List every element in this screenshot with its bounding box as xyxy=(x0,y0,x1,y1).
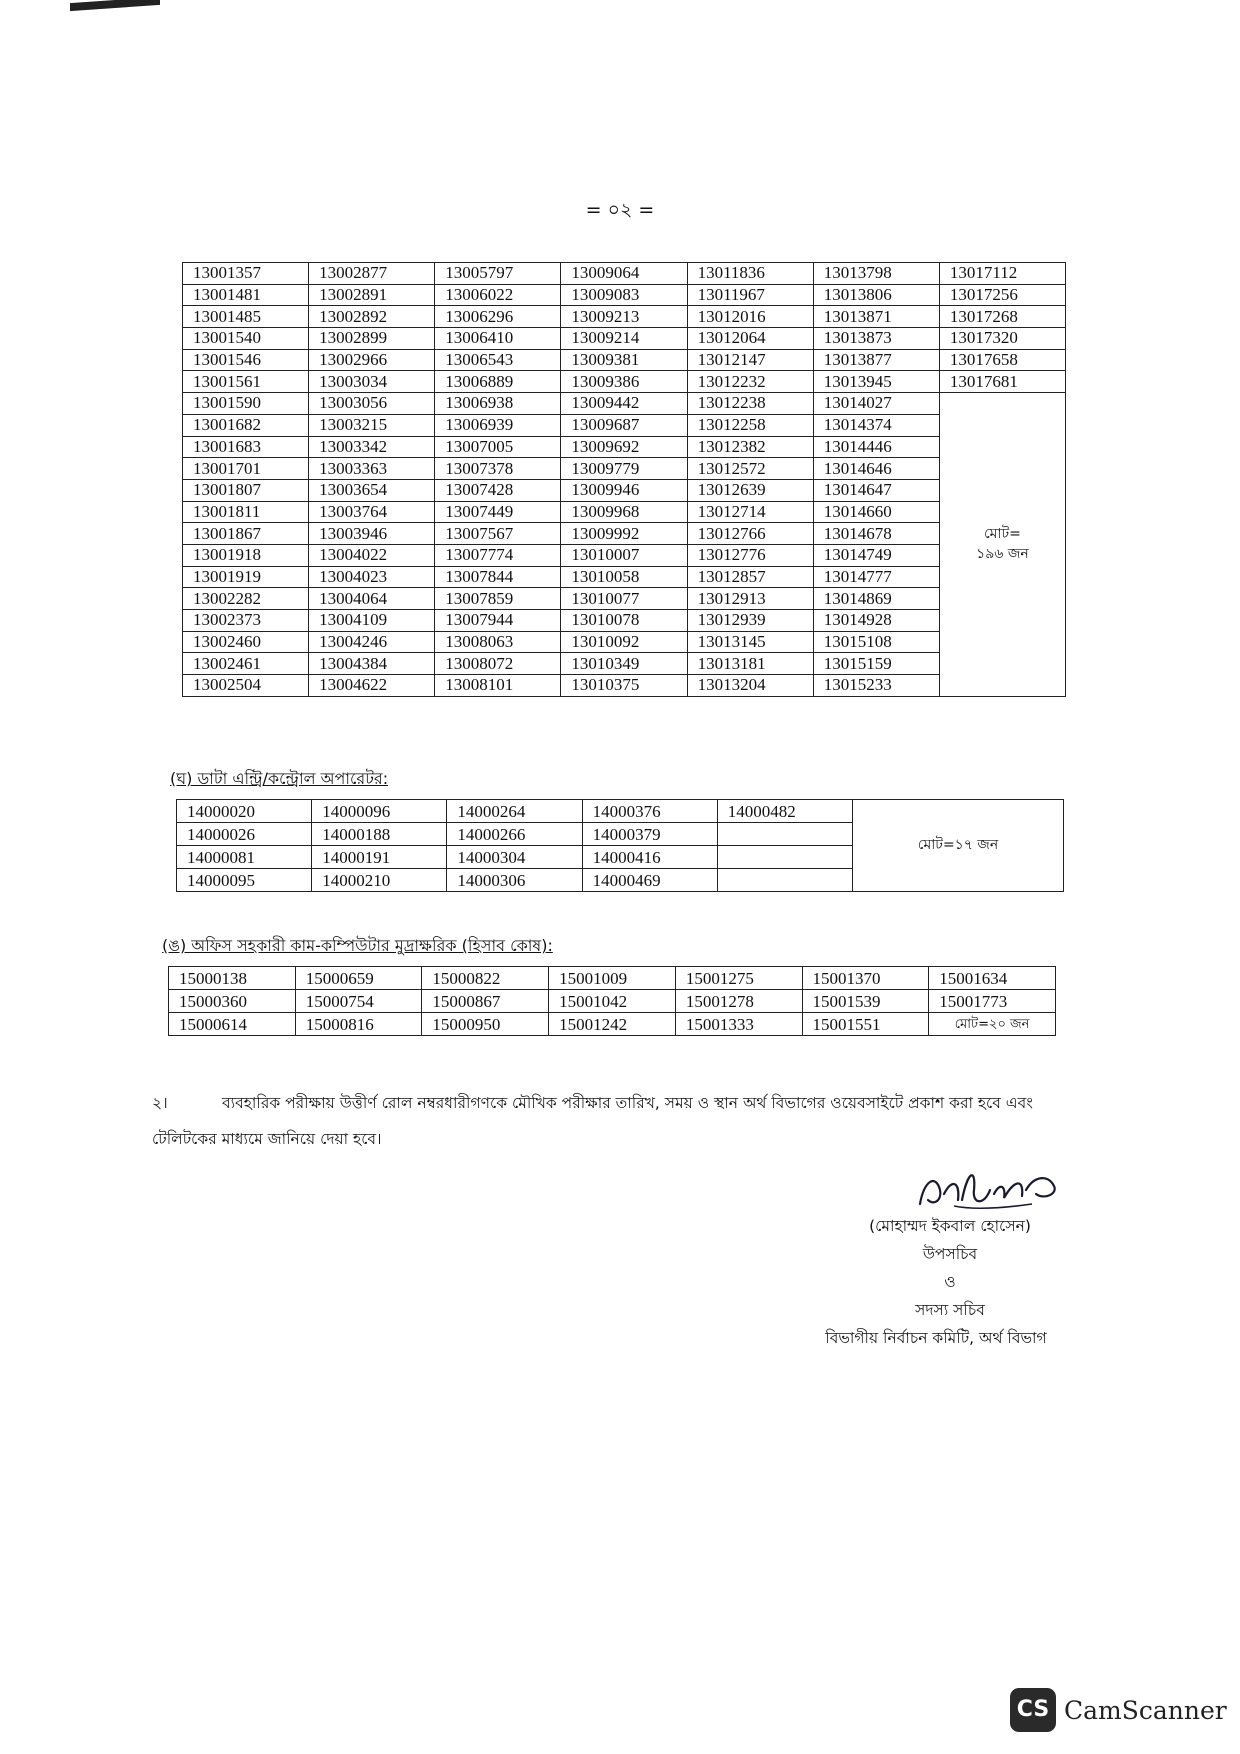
roll-number-cell: 13014647 xyxy=(813,479,939,501)
roll-number-cell: 14000376 xyxy=(582,800,717,823)
roll-number-cell: 14000482 xyxy=(717,800,852,823)
roll-number-cell: 13004246 xyxy=(309,631,435,653)
roll-number-cell: 13012572 xyxy=(687,458,813,480)
roll-number-cell: 13001867 xyxy=(183,523,309,545)
camscanner-logo-icon: CS xyxy=(1010,1688,1056,1732)
table-row xyxy=(169,1013,1056,1036)
roll-number-cell: 15001333 xyxy=(675,1013,802,1036)
notice-paragraph xyxy=(152,1085,1082,1157)
roll-number-cell: 13006889 xyxy=(435,371,561,393)
roll-number-cell: 13011836 xyxy=(687,263,813,285)
roll-number-cell: 14000188 xyxy=(312,823,447,846)
roll-number-cell: 13002899 xyxy=(309,328,435,350)
roll-number-cell: 13008072 xyxy=(435,653,561,675)
roll-number-cell: 15001042 xyxy=(549,990,676,1013)
roll-number-cell: 13012913 xyxy=(687,588,813,610)
roll-number-cell: 13012016 xyxy=(687,306,813,328)
roll-number-cell: 15000360 xyxy=(169,990,296,1013)
roll-number-cell: 13009946 xyxy=(561,479,687,501)
total-label: মোট= xyxy=(983,526,1021,543)
roll-number-cell: 14000304 xyxy=(447,846,582,869)
roll-number-cell: 13009381 xyxy=(561,349,687,371)
roll-number-cell: 13017268 xyxy=(939,306,1065,328)
table-row xyxy=(183,371,1066,393)
roll-number-cell: 14000096 xyxy=(312,800,447,823)
roll-number-cell: 13008063 xyxy=(435,631,561,653)
roll-number-cell: 13013806 xyxy=(813,284,939,306)
roll-number-cell: 13007944 xyxy=(435,610,561,632)
roll-number-cell: 13007567 xyxy=(435,523,561,545)
roll-number-cell: 13017658 xyxy=(939,349,1065,371)
roll-number-cell: 13002282 xyxy=(183,588,309,610)
roll-number-cell: 13012258 xyxy=(687,414,813,436)
roll-number-cell: 15001275 xyxy=(675,967,802,990)
roll-number-cell: 14000020 xyxy=(177,800,312,823)
handwritten-signature xyxy=(914,1160,1064,1216)
roll-number-cell: 13001485 xyxy=(183,306,309,328)
total-count-cell: মোট=২০ জন xyxy=(929,1013,1056,1036)
camscanner-label: CamScanner xyxy=(1064,1696,1227,1725)
table-row xyxy=(183,566,1066,588)
roll-number-cell: 13009692 xyxy=(561,436,687,458)
roll-number-cell xyxy=(717,846,852,869)
roll-number-cell: 13015233 xyxy=(813,675,939,697)
roll-number-cell: 15001551 xyxy=(802,1013,929,1036)
table-row xyxy=(183,653,1066,675)
roll-number-cell: 13001919 xyxy=(183,566,309,588)
roll-number-cell: 13014749 xyxy=(813,544,939,566)
paragraph-text: ব্যবহারিক পরীক্ষায় উত্তীর্ণ রোল নম্বরধারীগণকে মৌখিক পরীক্ষার তারিখ, সময় ও স্থান অর্থ বিভাগের ওয়েবসাইটে প্রকাশ করা হবে এবং টেলিটকের মাধ্যমে জানিয়ে দেয়া হবে। xyxy=(152,1094,1033,1148)
roll-number-cell: 13006022 xyxy=(435,284,561,306)
table-row xyxy=(183,544,1066,566)
roll-number-cell: 13009064 xyxy=(561,263,687,285)
roll-number-cell: 13014777 xyxy=(813,566,939,588)
paragraph-number: ২। xyxy=(152,1094,168,1112)
total-count-cell xyxy=(939,393,1065,697)
roll-number-cell: 13001561 xyxy=(183,371,309,393)
roll-number-cell: 13017320 xyxy=(939,328,1065,350)
roll-number-cell: 14000469 xyxy=(582,869,717,892)
roll-number-cell: 13001590 xyxy=(183,393,309,415)
table-row xyxy=(183,523,1066,545)
roll-number-cell: 13009442 xyxy=(561,393,687,415)
total-count-cell: মোট=১৭ জন xyxy=(853,800,1064,892)
roll-number-cell: 15001370 xyxy=(802,967,929,990)
roll-number-cell: 13003764 xyxy=(309,501,435,523)
signatory-designation: উপসচিব xyxy=(922,1245,978,1263)
roll-number-cell: 13015108 xyxy=(813,631,939,653)
roll-number-cell: 13006296 xyxy=(435,306,561,328)
roll-number-cell: 13003034 xyxy=(309,371,435,393)
roll-number-cell: 13001540 xyxy=(183,328,309,350)
roll-number-cell: 14000210 xyxy=(312,869,447,892)
signatory-committee: বিভাগীয় নির্বাচন কমিটি, অর্থ বিভাগ xyxy=(825,1329,1047,1347)
roll-number-cell: 13012238 xyxy=(687,393,813,415)
roll-number-cell: 13001683 xyxy=(183,436,309,458)
section-gha-heading: (ঘ) ডাটা এন্ট্রি/কন্ট্রোল অপারেটর: xyxy=(170,769,389,788)
roll-number-cell: 13014660 xyxy=(813,501,939,523)
roll-number-cell: 13003946 xyxy=(309,523,435,545)
roll-number-cell: 13010077 xyxy=(561,588,687,610)
roll-number-cell: 13007005 xyxy=(435,436,561,458)
table-row xyxy=(183,284,1066,306)
roll-table-main xyxy=(182,262,1066,697)
table-row xyxy=(177,800,1064,823)
roll-number-cell: 14000379 xyxy=(582,823,717,846)
roll-number-cell: 14000191 xyxy=(312,846,447,869)
scan-edge-mark xyxy=(70,0,160,11)
table-row xyxy=(169,990,1056,1013)
roll-number-cell: 13012714 xyxy=(687,501,813,523)
roll-number-cell: 13002966 xyxy=(309,349,435,371)
roll-number-cell: 15001539 xyxy=(802,990,929,1013)
roll-number-cell: 13017256 xyxy=(939,284,1065,306)
roll-number-cell: 13009213 xyxy=(561,306,687,328)
roll-number-cell: 13009779 xyxy=(561,458,687,480)
roll-number-cell: 13012382 xyxy=(687,436,813,458)
roll-number-cell: 13004064 xyxy=(309,588,435,610)
roll-number-cell: 15001773 xyxy=(929,990,1056,1013)
roll-number-cell: 13009968 xyxy=(561,501,687,523)
roll-number-cell: 13002373 xyxy=(183,610,309,632)
roll-number-cell: 14000306 xyxy=(447,869,582,892)
roll-number-cell: 13009386 xyxy=(561,371,687,393)
roll-number-cell: 13012857 xyxy=(687,566,813,588)
roll-number-cell: 13001807 xyxy=(183,479,309,501)
page-number: = ০২ = xyxy=(585,199,655,221)
roll-number-cell: 13012766 xyxy=(687,523,813,545)
roll-number-cell: 15000816 xyxy=(295,1013,422,1036)
roll-number-cell: 13002461 xyxy=(183,653,309,675)
table-row xyxy=(183,306,1066,328)
roll-number-cell: 13007449 xyxy=(435,501,561,523)
roll-number-cell: 13009083 xyxy=(561,284,687,306)
roll-number-cell: 13007774 xyxy=(435,544,561,566)
roll-number-cell: 13014027 xyxy=(813,393,939,415)
signatory-conjunction: ও xyxy=(944,1273,956,1291)
roll-number-cell: 13012939 xyxy=(687,610,813,632)
total-value: ১৯৬ জন xyxy=(976,546,1029,563)
roll-number-cell: 13008101 xyxy=(435,675,561,697)
roll-number-cell: 13014646 xyxy=(813,458,939,480)
roll-number-cell: 13013145 xyxy=(687,631,813,653)
roll-number-cell xyxy=(717,869,852,892)
roll-number-cell: 15000950 xyxy=(422,1013,549,1036)
roll-number-cell: 13004023 xyxy=(309,566,435,588)
roll-number-cell: 13013798 xyxy=(813,263,939,285)
roll-number-cell: 13017112 xyxy=(939,263,1065,285)
roll-number-cell: 13001682 xyxy=(183,414,309,436)
roll-number-cell: 13013871 xyxy=(813,306,939,328)
roll-number-cell: 13010092 xyxy=(561,631,687,653)
signatory-role: সদস্য সচিব xyxy=(915,1301,985,1319)
table-row xyxy=(183,263,1066,285)
roll-number-cell: 13002891 xyxy=(309,284,435,306)
roll-number-cell: 15000867 xyxy=(422,990,549,1013)
roll-number-cell: 13007859 xyxy=(435,588,561,610)
roll-number-cell: 14000264 xyxy=(447,800,582,823)
roll-number-cell: 15001009 xyxy=(549,967,676,990)
roll-number-cell: 13010375 xyxy=(561,675,687,697)
roll-number-cell: 13006939 xyxy=(435,414,561,436)
roll-number-cell: 13010007 xyxy=(561,544,687,566)
signatory-block xyxy=(800,1212,1100,1352)
roll-number-cell: 13006938 xyxy=(435,393,561,415)
roll-number-cell: 13001918 xyxy=(183,544,309,566)
roll-number-cell: 13013877 xyxy=(813,349,939,371)
signatory-name: (মোহাম্মদ ইকবাল হোসেন) xyxy=(869,1217,1031,1235)
roll-number-cell: 13012147 xyxy=(687,349,813,371)
roll-number-cell: 13012776 xyxy=(687,544,813,566)
table-row xyxy=(183,675,1066,697)
table-row xyxy=(183,458,1066,480)
roll-number-cell: 13007378 xyxy=(435,458,561,480)
roll-number-cell: 13001811 xyxy=(183,501,309,523)
roll-table-data-entry xyxy=(176,799,1064,892)
roll-number-cell: 15001634 xyxy=(929,967,1056,990)
roll-number-cell: 15000659 xyxy=(295,967,422,990)
roll-number-cell: 13017681 xyxy=(939,371,1065,393)
roll-number-cell: 13010078 xyxy=(561,610,687,632)
roll-number-cell: 13001357 xyxy=(183,263,309,285)
roll-number-cell xyxy=(717,823,852,846)
table-row xyxy=(183,631,1066,653)
table-row xyxy=(183,588,1066,610)
table-row xyxy=(183,328,1066,350)
roll-number-cell: 13004384 xyxy=(309,653,435,675)
roll-number-cell: 13014374 xyxy=(813,414,939,436)
roll-number-cell: 13002460 xyxy=(183,631,309,653)
roll-number-cell: 13007844 xyxy=(435,566,561,588)
roll-table-office-assistant xyxy=(168,966,1056,1036)
roll-number-cell: 13004022 xyxy=(309,544,435,566)
roll-number-cell: 13014869 xyxy=(813,588,939,610)
table-row xyxy=(183,501,1066,523)
roll-number-cell: 13009992 xyxy=(561,523,687,545)
roll-number-cell: 14000081 xyxy=(177,846,312,869)
roll-number-cell: 13010349 xyxy=(561,653,687,675)
roll-number-cell: 14000095 xyxy=(177,869,312,892)
roll-number-cell: 15000138 xyxy=(169,967,296,990)
table-row xyxy=(183,414,1066,436)
roll-number-cell: 15000614 xyxy=(169,1013,296,1036)
roll-number-cell: 13003654 xyxy=(309,479,435,501)
roll-number-cell: 13014446 xyxy=(813,436,939,458)
roll-number-cell: 13013181 xyxy=(687,653,813,675)
table-row xyxy=(183,610,1066,632)
roll-number-cell: 15000822 xyxy=(422,967,549,990)
roll-number-cell: 13012064 xyxy=(687,328,813,350)
roll-number-cell: 14000266 xyxy=(447,823,582,846)
roll-number-cell: 13001701 xyxy=(183,458,309,480)
roll-number-cell: 13003056 xyxy=(309,393,435,415)
roll-number-cell: 13003363 xyxy=(309,458,435,480)
roll-number-cell: 13001481 xyxy=(183,284,309,306)
roll-number-cell: 13012232 xyxy=(687,371,813,393)
roll-number-cell: 13015159 xyxy=(813,653,939,675)
table-row xyxy=(169,967,1056,990)
roll-number-cell: 13006543 xyxy=(435,349,561,371)
table-row xyxy=(183,479,1066,501)
section-umo-heading: (ঙ) অফিস সহকারী কাম-কম্পিউটার মুদ্রাক্ষরিক (হিসাব কোষ): xyxy=(162,936,553,955)
roll-number-cell: 13013204 xyxy=(687,675,813,697)
roll-number-cell: 13002504 xyxy=(183,675,309,697)
roll-number-cell: 15000754 xyxy=(295,990,422,1013)
roll-number-cell: 13013873 xyxy=(813,328,939,350)
roll-number-cell: 13007428 xyxy=(435,479,561,501)
roll-number-cell: 13001546 xyxy=(183,349,309,371)
roll-number-cell: 13004622 xyxy=(309,675,435,697)
table-row xyxy=(183,436,1066,458)
roll-number-cell: 13002877 xyxy=(309,263,435,285)
roll-number-cell: 14000416 xyxy=(582,846,717,869)
roll-number-cell: 15001278 xyxy=(675,990,802,1013)
table-row xyxy=(183,393,1066,415)
roll-number-cell: 13010058 xyxy=(561,566,687,588)
roll-number-cell: 13013945 xyxy=(813,371,939,393)
roll-number-cell: 13003342 xyxy=(309,436,435,458)
roll-number-cell: 13014928 xyxy=(813,610,939,632)
roll-number-cell: 13009214 xyxy=(561,328,687,350)
roll-number-cell: 13005797 xyxy=(435,263,561,285)
roll-number-cell: 13011967 xyxy=(687,284,813,306)
table-row xyxy=(183,349,1066,371)
roll-number-cell: 13014678 xyxy=(813,523,939,545)
roll-number-cell: 14000026 xyxy=(177,823,312,846)
roll-number-cell: 13009687 xyxy=(561,414,687,436)
roll-number-cell: 13003215 xyxy=(309,414,435,436)
roll-number-cell: 13006410 xyxy=(435,328,561,350)
roll-number-cell: 13012639 xyxy=(687,479,813,501)
roll-number-cell: 13002892 xyxy=(309,306,435,328)
roll-number-cell: 13004109 xyxy=(309,610,435,632)
roll-number-cell: 15001242 xyxy=(549,1013,676,1036)
